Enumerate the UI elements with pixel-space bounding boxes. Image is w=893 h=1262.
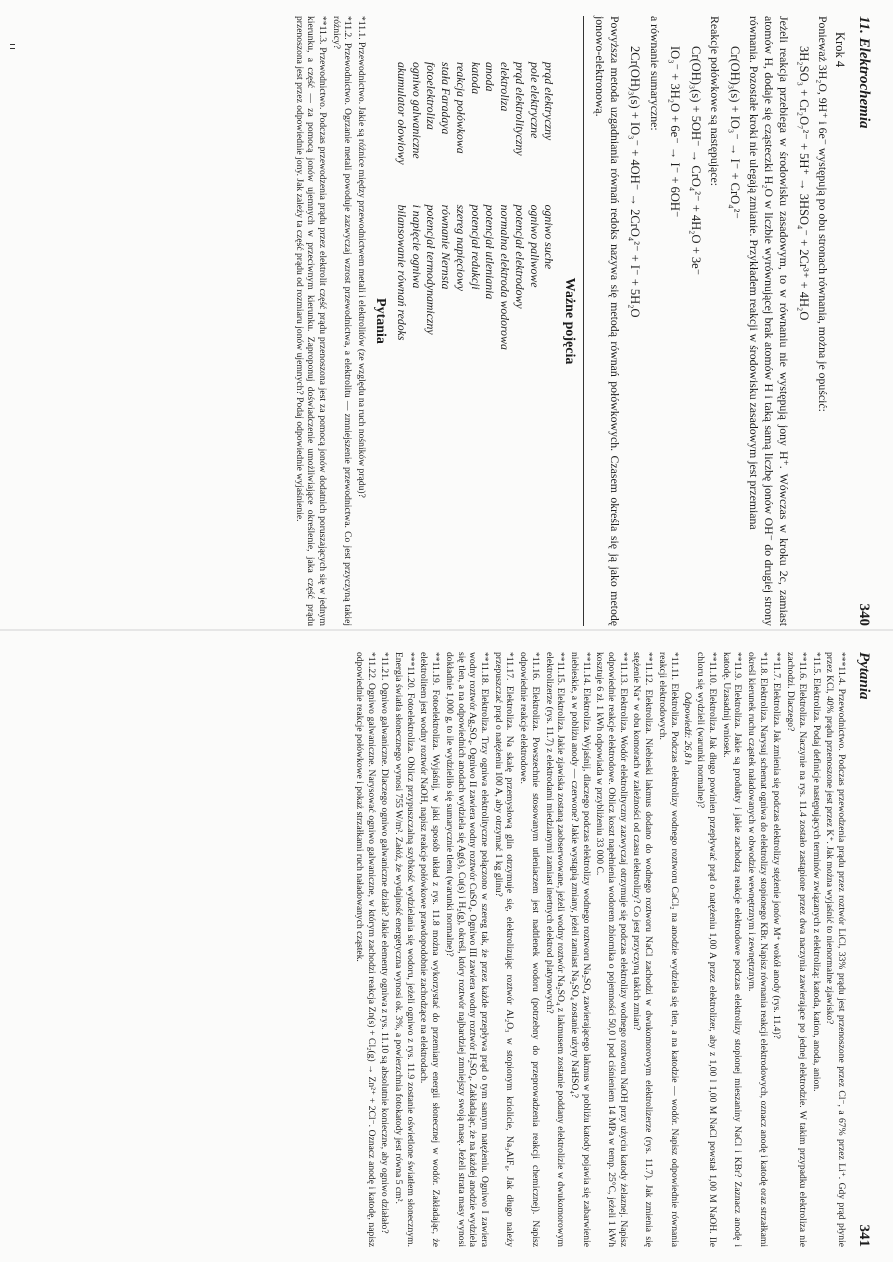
question: *11.2. Przewodnictwo. Ogrzanie metali powoduje zazwyczaj wzrost przewodnictwa, a elektrolitu — zmniejszenie przewodnictwa. Co jest przyczyną takiej różnicy? xyxy=(330,16,354,626)
term: akumulator ołowiowy xyxy=(394,62,409,165)
term: potencjał elektrodowy xyxy=(512,204,527,309)
page-number: 341 xyxy=(856,1224,872,1247)
question: **11.14. Elektroliza. Wyjaśnij, dlaczego podczas elektrolizy wodnego roztworu Na₂SO₄ zawierającego lakmus w pobliżu katody pojawia się zabarwienie niebieskie, a w pobliżu anody — czerwone? Jakie wystąpią zmiany, jeżeli zamiast Na₂SO₄ zostanie użyty NaHSO₄? xyxy=(568,652,592,1247)
question: **11.18. Elektroliza. Trzy ogniwa elektrolityczne połączono w szereg tak, że przez każde przepływa prąd o tym samym natężeniu. Ogniwo I zawiera wodny roztwór Ag₂SO₄. Ogniwo II zawiera wodny roztwór CuSO₄. Ogniwo III zawiera wodny roztwór H₂SO₄. Zakładając, że na każdej anodzie wydziela się tlen, a na odpowiednich anodach wydziela się Ag(s), Cu(s) i H₂(g), określ, który roztwór najbardziej zmniejszy swoją masę. Jeżeli strata masy wynosi dokładnie 1,000 g, to ile wydzieliło się sumarycznie tlenu (warunki normalne)? xyxy=(443,652,491,1247)
question: **11.12. Elektroliza. Niebieski lakmus dodano do wodnego roztworu NaCl zachodzi w dwukomorowym elektrolizerze (rys. 11.7). Jak zmienia się stężenie Na⁺ w obu komorach w zależności od czasu elektrolizy? Co jest przyczyną takich zmian? xyxy=(631,652,655,1247)
answer: Odpowiedź: 26,8 h xyxy=(681,692,693,765)
binding-mark xyxy=(10,44,15,45)
term: ogniwo galwaniczne xyxy=(409,62,424,159)
question: *11.5. Elektroliza. Podaj definicje następujących terminów związanych z elektrolizą: katoda, kation, anoda, anion. xyxy=(810,652,822,1092)
term: stała Faradaya xyxy=(439,62,454,135)
paragraph: Powyższa metoda uzgadniania równań redoks nazywa się metodą równań połówkowych. Czasem określa się ją jako metodę jonowo-elektronową. xyxy=(593,16,623,626)
question: **11.7. Elektroliza. Jak zmienia się podczas elektrolizy stężenie jonów M⁺ wokół anody (rys. 11.4)? xyxy=(771,652,783,1039)
page-header xyxy=(855,16,872,626)
section-divider xyxy=(583,16,584,626)
term: katoda xyxy=(468,62,483,95)
term: anoda xyxy=(483,62,498,92)
question: **11.10. Elektroliza. Jak długo powinien przepływać prąd o natężeniu 1,00 A przez elektrolizer, aby z 1,00 l 1,00 M NaCl powstał 1,00 M NaOH. Ile chloru się wydzieli (warunki normalne)? xyxy=(695,652,718,1247)
section-title-terms: Ważne pojęcia xyxy=(562,277,578,365)
page-341 xyxy=(132,652,872,1247)
term: pole elektryczne xyxy=(527,62,542,139)
binding-mark xyxy=(10,48,15,49)
section-header-title: Pytania xyxy=(856,652,872,700)
question: **11.13. Elektroliza. Wodór elektrolityczny zazwyczaj otrzymuje się podczas elektrolizy wodnego roztworu NaOH przy użyciu katody żelaznej. Napisz odpowiednie reakcje elektrodowe. Oblicz koszt napełnienia wodorem zbiornika o pojemności 50,0 l pod ciśnieniem 14 MPa w temp. 25°C, jeżeli 1 kWh kosztuje 6 zł. 1 kWh odpowiada w przybliżeniu 33 000 C. xyxy=(594,652,629,1247)
terms-column xyxy=(394,62,556,165)
question: *11.16. Elektroliza. Powszechnie stosowanym utleniaczem jest nadtlenek wodoru (potrzebny do przeprowadzenia reakcji chemicznej). Napisz odpowiednie reakcje elektrodowe. xyxy=(518,652,541,1247)
term: ogniwo paliwowe xyxy=(527,204,542,288)
equation: Cr(OH)₃(s) + IO₃⁻ → I⁻ + CrO₄²⁻ xyxy=(727,46,742,219)
term: potencjał utleniania xyxy=(483,204,498,300)
term: ogniwo suche xyxy=(542,204,557,270)
term: fotoelektroliza xyxy=(424,62,439,130)
step-heading: Krok 4 xyxy=(833,32,847,68)
paragraph: Reakcje połówkowe są następujące: xyxy=(707,16,722,187)
equation: IO₃⁻ + 3H₂O + 6e⁻ → I⁻ + 6OH⁻ xyxy=(667,46,682,218)
term: potencjał redukcji xyxy=(468,204,483,290)
equation: 2Cr(OH)₃(s) + IO₃⁻ + 4OH⁻ → 2CrO₄²⁻ + I⁻ + 5H₂O xyxy=(628,46,643,318)
equation: 3H₂SO₃ + Cr₂O₇²⁻ + 5H⁺ → 3HSO₄⁻ + 2Cr³⁺ + 4H₂O xyxy=(796,46,811,321)
page-number: 340 xyxy=(856,603,872,626)
term: normalna elektroda wodorowa xyxy=(498,204,513,350)
term: bilansowanie równań redoks xyxy=(394,204,409,341)
paragraph: Ponieważ 3H₂O, 9H⁺ i 6e⁻ występują po obu stronach równania, można je opuścić: xyxy=(816,16,830,412)
term: prąd elektrolityczny xyxy=(512,62,527,156)
question: **11.15. Elektroliza. Jakie zjawiska zostaną zaobserwowane, jeżeli wodny roztwór Na₂SO₄ z lakmusem zostanie poddany elektrolizie w dwukomorowym elektrolizerze (rys. 11.7) z elektrodami miedzianymi zamiast inertnych elektrod platynowych? xyxy=(543,652,567,1247)
question: **11.3. Przewodnictwo. Podczas przewodzenia prądu przez elektrolit część prądu przenoszona jest za pomocą jonów dodatnich poruszających się w jednym kierunku, a część — za pomocą jonów ujemnych w przeciwnym kierunku. Zaproponuj doświadczenie umożliwiające określenie, jaka część prądu przenoszona jest przez odpowiednie jony. Jak zależy ta część prądu od rozmiaru jonów ujemnych? Podaj odpowiednie wyjaśnienie. xyxy=(293,16,329,626)
question: **11.19. Fotoelektroliza. Wyjaśnij, w jaki sposób układ z rys. 11.8 można wykorzystać do przemiany energii słonecznej w wodór. Zakładając, że elektrolitem jest wodny roztwór NaOH, napisz reakcje połówkowe prawdopodobnie zachodzące na elektrodach. xyxy=(418,652,442,1247)
page-340 xyxy=(132,16,872,626)
question: *11.22. Ogniwo galwaniczne. Narysować ogniwo galwaniczne, w którym zachodzi reakcja Zn(s) + Cl₂(g) → Zn²⁺ + 2Cl⁻. Oznacz anodę i katodę, napisz odpowiednie reakcje połówkowe i pokaż strzałkami ruch naładowanych cząstek. xyxy=(353,652,377,1247)
term: reakcja połówkowa xyxy=(453,62,468,154)
terms-column xyxy=(394,205,556,350)
term: równanie Nernsta xyxy=(439,204,454,290)
question: *11.11. Elektroliza. Podczas elektrolizy wodnego roztworu CaCl₂ na anodzie wydziela się tlen, a na katodzie — wodór. Napisz odpowiednie równania reakcji elektrodowych. xyxy=(656,652,680,1247)
term: i napięcie ogniwa xyxy=(409,204,424,289)
terms-list xyxy=(394,62,556,626)
question: *11.8. Elektroliza. Narysuj schemat ogniwa do elektrolizy stopionego KBr. Napisz równania reakcji elektrodowych, oznacz anodę i katodę oraz strzałkami określ kierunek ruchu cząstek naładowanych w obwodzie wewnętrznym i zewnętrznym. xyxy=(746,652,769,1247)
question: *11.1. Przewodnictwo. Jakie są różnice między przewodnictwem metali i elektrolitów (ze względu na ruch nośników prądu)? xyxy=(356,16,368,498)
term: szereg napięciowy xyxy=(453,204,468,291)
page-fold xyxy=(0,629,893,631)
section-title-questions: Pytania xyxy=(373,298,389,344)
paragraph: a równanie sumaryczne: xyxy=(647,16,662,131)
question: *11.21. Ogniwo galwaniczne. Dlaczego ogniwo galwaniczne działa? Jakie elementy ogniwa z rys. 11.10 są absolutnie konieczne, aby ogniwo działało? xyxy=(379,652,391,1234)
chapter-title: 11. Elektrochemia xyxy=(856,16,872,129)
question: *11.17. Elektroliza. Na skalę przemysłową glin otrzymuje się, elektrolizując roztwór Al₂O₃ w stopionym kriolicie, Na₃AlF₆. Jak długo należy przepuszczać prąd o natężeniu 100 A, aby otrzymać 1 kg glinu? xyxy=(492,652,516,1247)
term: prąd elektryczny xyxy=(542,62,557,141)
term: potencjał termodynamiczny xyxy=(424,204,439,335)
question: **11.9. Elektroliza. Jakie są produkty i jakie zachodzą reakcje elektrodowe podczas elektrolizy stopionej mieszaniny NaCl i KBr? Zaznacz anodę i katodę. Uzasadnij wniosek. xyxy=(720,652,744,1247)
question: **11.6. Elektroliza. Naczynie na rys. 11.4 zostało zastąpione przez dwa naczynia zawierające po jednej elektrodzie. W takim przypadku elektroliza nie zachodzi. Dlaczego? xyxy=(785,652,808,1247)
paragraph: Jeżeli reakcja przebiega w środowisku zasadowym, to w równaniu nie występują jony H⁺. Wówczas w kroku 2c, zamiast atomów H, dodaje się cząsteczki H₂O w liczbie wyrównującej brak atomów H i taką samą liczbę jonów OH⁻ do drugiej strony równania. Pozostałe kroki nie ulegają zmianie. Przykładem reakcji w środowisku zasadowym jest przemiana xyxy=(746,16,791,626)
equation: Cr(OH)₃(s) + 5OH⁻ → CrO₄²⁻ + 4H₂O + 3e⁻ xyxy=(688,46,703,276)
page-header xyxy=(855,652,872,1247)
question: ***11.20. Fotoelektroliza. Oblicz przypuszczalną szybkość wydzielania się wodoru, jeżeli ogniwo z rys. 11.9 zostanie oświetlone światłem słonecznym. Energia światła słonecznego wynosi 755 W/m². Załóż, że wydajność energetyczna wynosi ok. 3%, a powierzchnia fotokatody jest równa 5 cm². xyxy=(393,652,416,1247)
question: ***11.4. Przewodnictwo. Podczas przewodzenia prądu przez roztwór LiCl, 33% prądu jest przenoszone przez Cl⁻, a 67% przez Li⁺. Gdy prąd płynie przez KCl, 40% prądu przenoszone jest przez K⁺. Jak można wyjaśnić to nienormalne zjawisko? xyxy=(824,652,847,1247)
term: elektroliza xyxy=(498,62,513,112)
